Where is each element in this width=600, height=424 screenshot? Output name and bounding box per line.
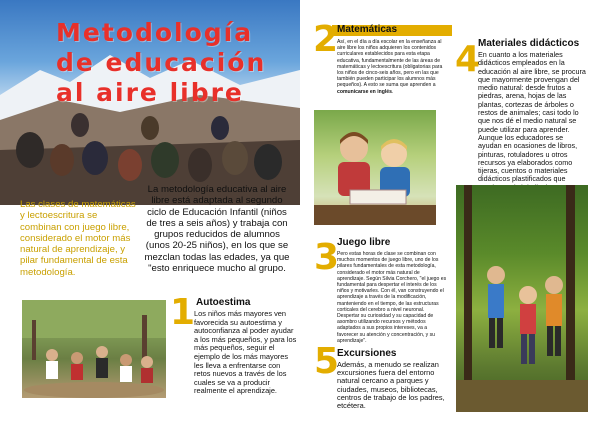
page-title: Metodología de educación al aire libre	[56, 18, 267, 107]
intro-left-text: Las clases de matemáticas y lectoescritura se combinan con juego libre, considerado el motor más natural de aprendizaje, y pilar fundamental de esta metodología.	[20, 199, 136, 278]
section-number-5: 5	[314, 341, 340, 382]
section-number-3: 3	[314, 237, 340, 278]
section-body-juego-libre: Pero estas horas de clase se combinan con muchos momentos de juego libre, uno de los pilares fundamentales de esta metodología, considerado el motor más natural de aprendizaje. Según Silvia Corchero, "el juego es fundamental para despertar el interés de los niños y motivarles. Con él, van construyendo el aprendizaje a través de la modificación, manteniendo en el tiempo, de las estructuras corticales del cerebro a nivel neuronal. Despertar su curiosidad y su capacidad de asombro utilizando recursos y métodos adaptados a sus propios intereses, va a favorecer su atención y concentración, y su aprendizaje".	[337, 251, 447, 344]
children-reading-illustration	[314, 110, 436, 225]
section-number-4: 4	[455, 39, 481, 80]
children-group-illustration	[22, 300, 166, 398]
section-body-matematicas	[337, 39, 449, 95]
body-emphasis: comunicarse en inglés	[337, 88, 392, 95]
section-body-autoestima: Los niños más mayores ven favorecida su autoestima y autoconfianza al poder ayudar a los más pequeños, y para los más pequeños, seguir el ejemplo de los más mayores les lleva a enfrentarse con retos nuevos a través de los cuales se va a producir realmente el aprendizaje.	[194, 309, 297, 396]
section-title-excursiones: Excursiones	[337, 348, 397, 359]
section-body-excursiones: Además, a menudo se realizan excursiones fuera del entorno natural cercano a parques y ciudades, museos, bibliotecas, centros de trabajo de los padres, etcétera.	[337, 360, 445, 411]
hero-photo	[0, 0, 300, 205]
section-number-1: 1	[170, 292, 196, 333]
children-forest-photo	[456, 185, 588, 412]
section-title-autoestima: Autoestima	[196, 297, 251, 308]
section-title-materiales: Materiales didácticos	[478, 38, 580, 49]
body-text-end: .	[391, 88, 394, 95]
children-playground-photo	[22, 300, 166, 398]
section-title-matematicas: Matemáticas	[337, 24, 398, 35]
children-walking-illustration	[456, 185, 588, 412]
intro-right-text: La metodología educativa al aire libre está adaptada al segundo ciclo de Educación Infantil (niños de tres a seis años) y trabaja con grupos reducidos de alumnos (unos 20-25 niños), en los que se mezclan todas las edades, ya que "esto enriquece mucho al grupo.	[144, 184, 290, 275]
section-title-juego-libre: Juego libre	[337, 237, 391, 248]
section-number-2: 2	[313, 19, 339, 60]
body-text: Así, en el día a día escolar en la enseñanza al aire libre los niños adquieren los contenidos curriculares establecidos para esta etapa educativa, fundamentalmente de las áreas de matemáticas y lectoescritura (obligatorias para los niños de cinco-seis años, pero en las que también pueden participar los alumnos más pequeños). A esto se suma que aprenden a	[337, 39, 443, 89]
section-body-materiales: En cuanto a los materiales didácticos empleados en la educación al aire libre, se procura que mayormente provengan del medio natural: desde frutos a piedras, arena, hojas de las plantas, cortezas de árboles o restos de animales; casi todo lo que nos dé el medio natural se puede utilizar para aprender. Aunque los educadores se ayudan en ocasiones de libros, pinturas, rotuladores u otros recursos ya elaborados como tijeras, cuentos o materiales didácticos plastificados que	[478, 50, 586, 184]
children-reading-photo	[314, 110, 436, 225]
